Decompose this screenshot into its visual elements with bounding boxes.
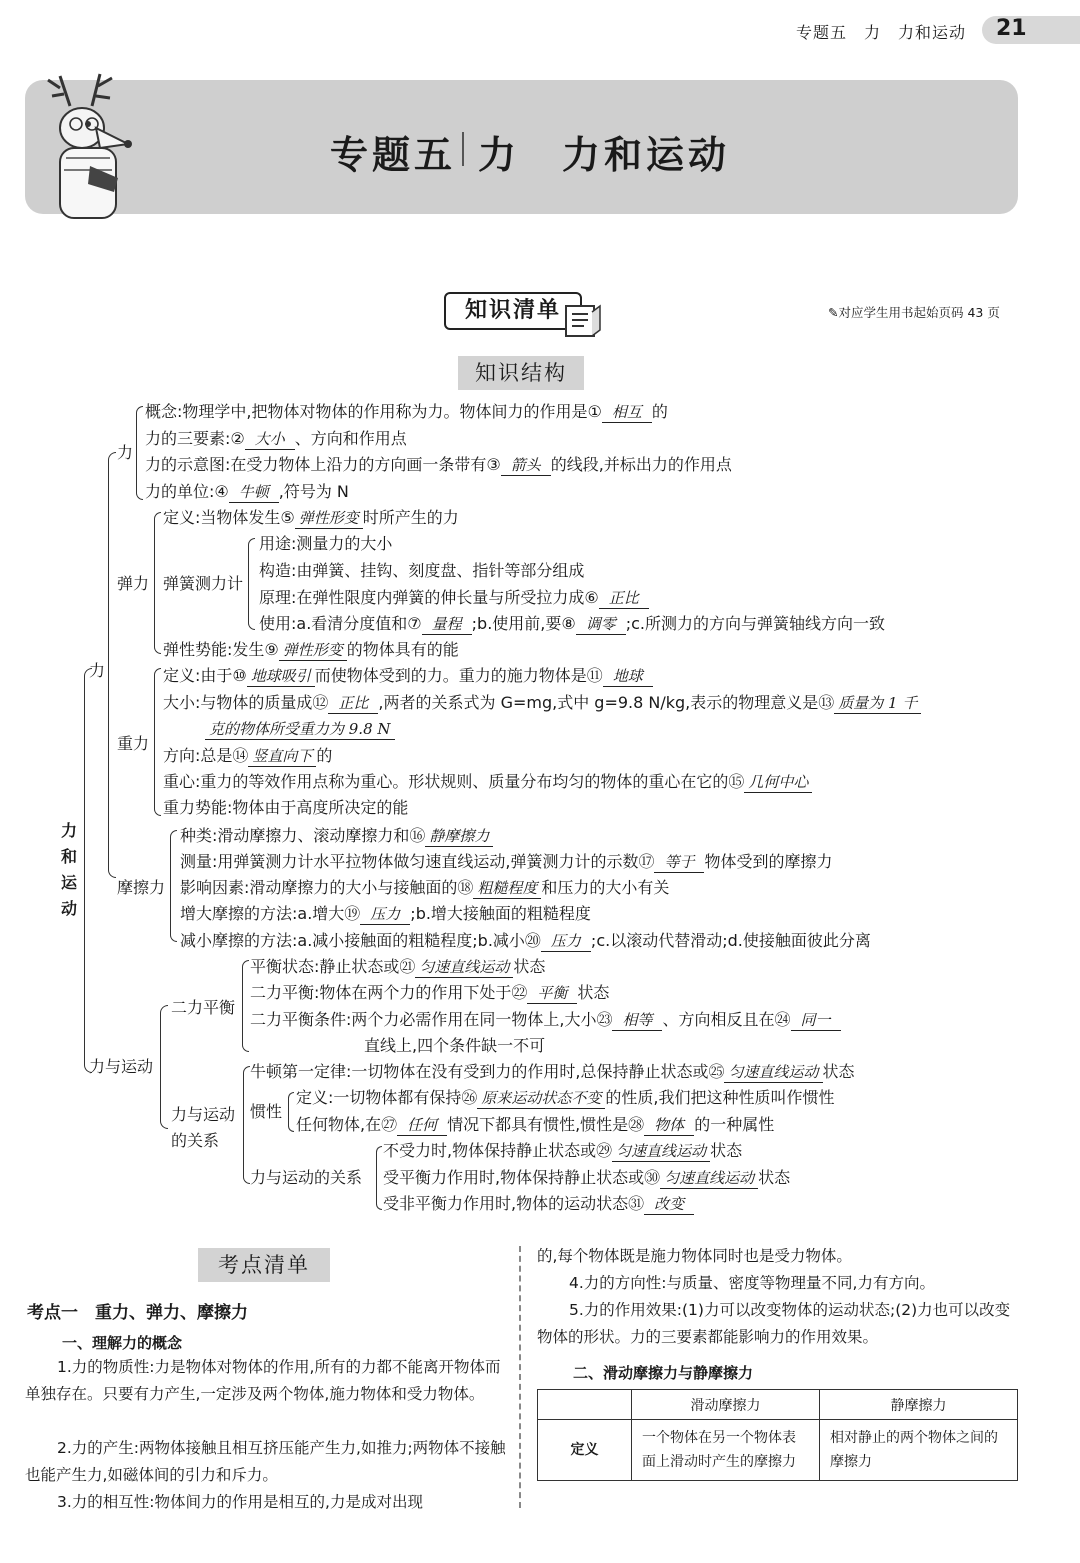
mocali-label: 摩擦力 <box>117 878 166 897</box>
rel-line-3: 受非平衡力作用时,物体的运动状态㉛ 改变 <box>383 1194 694 1215</box>
zhongli-energy: 重力势能:物体由于高度所决定的能 <box>163 798 409 817</box>
root-brace <box>84 668 92 1073</box>
table-cell-static: 相对静止的两个物体之间的摩擦力 <box>820 1420 1018 1481</box>
inertia-label: 惯性 <box>250 1102 283 1121</box>
pencil-icon: ✎ <box>828 305 839 320</box>
zhongli-size: 大小:与物体的质量成⑫ 正比 ,两者的关系式为 G=mg,式中 g=9.8 N/kg,表示的物理意义是⑬ 质量为 1 千 <box>163 693 921 714</box>
spring-brace <box>248 538 255 630</box>
newton-line: 牛顿第一定律:一切物体在没有受到力的作用时,总保持静止状态或㉕ 匀速直线运动 状态 <box>250 1062 855 1081</box>
li-line-3: 力的示意图:在受力物体上沿力的方向画一条带有③ 箭头 的线段,并标出力的作用点 <box>145 455 732 474</box>
sub1-title: 一、理解力的概念 <box>62 1334 183 1352</box>
li-line-4: 力的单位:④ 牛顿 ,符号为 N <box>145 482 349 501</box>
reference-note: ✎对应学生用书起始页码 43 页 <box>828 305 1000 320</box>
page-number: 21 <box>996 16 1027 41</box>
rel-line-1: 不受力时,物体保持静止状态或㉙ 匀速直线运动 状态 <box>383 1141 743 1160</box>
li-brace <box>108 452 116 878</box>
balance-cond-cont: 直线上,四个条件缺一不可 <box>364 1036 546 1055</box>
zhongli-label: 重力 <box>117 734 150 753</box>
li-line-2: 力的三要素:② 大小 、方向和作用点 <box>145 429 407 448</box>
structure-heading: 知识结构 <box>458 356 584 390</box>
li-label: 力 <box>89 661 106 680</box>
banner-title-right: 力 力和运动 <box>478 133 731 177</box>
motion-brace <box>160 1005 168 1129</box>
zhongli-brace <box>154 668 161 816</box>
tanli-label: 弹力 <box>117 574 150 593</box>
tanli-energy: 弹性势能:发生⑨ 弹性形变 的物体具有的能 <box>163 640 459 659</box>
para-right-3: 5.力的作用效果:(1)力可以改变物体的运动状态;(2)力也可以改变物体的形状。力的三要素都能影响力的作用效果。 <box>537 1301 1011 1346</box>
table-header-sliding: 滑动摩擦力 <box>632 1390 820 1420</box>
zhongli-size-cont: 克的物体所受重力为 9.8 N <box>205 719 395 740</box>
inertia-def: 定义:一切物体都有保持㉖ 原来运动状态不变 的性质,我们把这种性质叫作惯性 <box>296 1088 835 1107</box>
rel-brace <box>376 1146 382 1210</box>
mocali-line-5: 减小摩擦的方法:a.减小接触面的粗糙程度;b.减小⑳ 压力 ;c.以滚动代替滑动;d.使接触面彼此分离 <box>180 931 871 950</box>
table-header-static: 静摩擦力 <box>820 1390 1018 1420</box>
relation-label: 力与运动 的关系 <box>171 1105 236 1150</box>
balance-brace <box>242 960 249 1052</box>
banner-title-left: 专题五 <box>330 133 457 177</box>
motion-label: 力与运动 <box>89 1057 154 1076</box>
spring-label: 弹簧测力计 <box>163 574 244 593</box>
zhongli-dir: 方向:总是⑭ 竖直向下 的 <box>163 746 333 765</box>
table-row <box>538 1420 1018 1481</box>
spring-principle-line: 原理:在弹性限度内弹簧的伸长量与所受拉力成⑥ 正比 <box>259 588 649 609</box>
mocali-line-3: 影响因素:滑动摩擦力的大小与接触面的⑱ 粗糙程度 和压力的大小有关 <box>180 878 670 897</box>
relation-brace <box>243 1066 250 1184</box>
mocali-line-2: 测量:用弹簧测力计水平拉物体做匀速直线运动,弹簧测力计的示数⑰ 等于 物体受到的摩擦力 <box>180 852 833 871</box>
li-top-brace <box>136 406 143 500</box>
tanli-def: 定义:当物体发生⑤ 弹性形变 时所产生的力 <box>163 508 459 527</box>
para-right-2: 4.力的方向性:与质量、密度等物理量不同,力有方向。 <box>569 1274 935 1292</box>
inertia-any: 任何物体,在㉗ 任何 情况下都具有惯性,惯性是㉘ 物体 的一种属性 <box>296 1115 775 1134</box>
balance-line-1: 平衡状态:静止状态或㉑ 匀速直线运动 状态 <box>250 957 546 976</box>
points-heading: 考点清单 <box>198 1248 330 1282</box>
banner-divider <box>462 132 464 166</box>
inertia-brace <box>288 1092 294 1132</box>
balance-label: 二力平衡 <box>171 998 236 1017</box>
table-row-label: 定义 <box>538 1420 632 1481</box>
rel-line-2: 受平衡力作用时,物体保持静止状态或㉚ 匀速直线运动 状态 <box>383 1168 791 1187</box>
spring-structure-line: 构造:由弹簧、挂钩、刻度盘、指针等部分组成 <box>259 561 585 580</box>
column-divider <box>519 1246 521 1508</box>
table-header-empty <box>538 1390 632 1420</box>
li-top-label: 力 <box>117 443 134 462</box>
tanli-brace <box>154 512 161 654</box>
spring-usage-line: 使用:a.看清分度值和⑦ 量程 ;b.使用前,要⑧ 调零 ;c.所测力的方向与弹簧轴线方向一致 <box>259 614 885 633</box>
point1-title: 考点一 重力、弹力、摩擦力 <box>27 1303 248 1323</box>
li-line-1: 概念:物理学中,把物体对物体的作用称为力。物体间力的作用是① 相互 的 <box>145 402 668 421</box>
knowledge-badge: 知识清单 <box>444 292 582 330</box>
para-left-2: 2.力的产生:两物体接触且相互挤压能产生力,如推力;两物体不接触也能产生力,如磁体间的引力和斥力。 <box>25 1439 506 1484</box>
rel-label: 力与运动的关系 <box>250 1168 363 1187</box>
balance-line-2: 二力平衡:物体在两个力的作用下处于㉒ 平衡 状态 <box>250 983 610 1002</box>
mocali-brace <box>170 830 177 942</box>
sub2-title: 二、滑动摩擦力与静摩擦力 <box>573 1364 754 1382</box>
balance-cond: 二力平衡条件:两个力必需作用在同一物体上,大小㉓ 相等 、方向相反且在㉔ 同一 <box>250 1010 841 1031</box>
mocali-line-1: 种类:滑动摩擦力、滚动摩擦力和⑯ 静摩擦力 <box>180 826 493 847</box>
spring-use-line: 用途:测量力的大小 <box>259 534 393 553</box>
table-cell-sliding: 一个物体在另一个物体表面上滑动时产生的摩擦力 <box>632 1420 820 1481</box>
mocali-line-4: 增大摩擦的方法:a.增大⑲ 压力 ;b.增大接触面的粗糙程度 <box>180 904 591 923</box>
para-left-3: 3.力的相互性:物体间力的作用是相互的,力是成对出现 <box>57 1493 423 1511</box>
para-right-1: 的,每个物体既是施力物体同时也是受力物体。 <box>537 1247 852 1265</box>
deer-mascot-icon <box>30 66 140 222</box>
para-left-1: 1.力的物质性:力是物体对物体的作用,所有的力都不能离开物体而单独存在。只要有力产生,一定涉及两个物体,施力物体和受力物体。 <box>25 1358 501 1403</box>
friction-table <box>537 1389 1018 1481</box>
zhongli-center: 重心:重力的等效作用点称为重心。形状规则、质量分布均匀的物体的重心在它的⑮ 几何中心 <box>163 772 812 793</box>
header-section: 专题五 力 力和运动 <box>796 23 967 42</box>
root-label: 力 和 运 动 <box>60 821 77 918</box>
table-header-row <box>538 1390 1018 1420</box>
zhongli-def: 定义:由于⑩ 地球吸引 而使物体受到的力。重力的施力物体是⑪ 地球 <box>163 666 653 687</box>
notebook-icon <box>562 302 602 340</box>
